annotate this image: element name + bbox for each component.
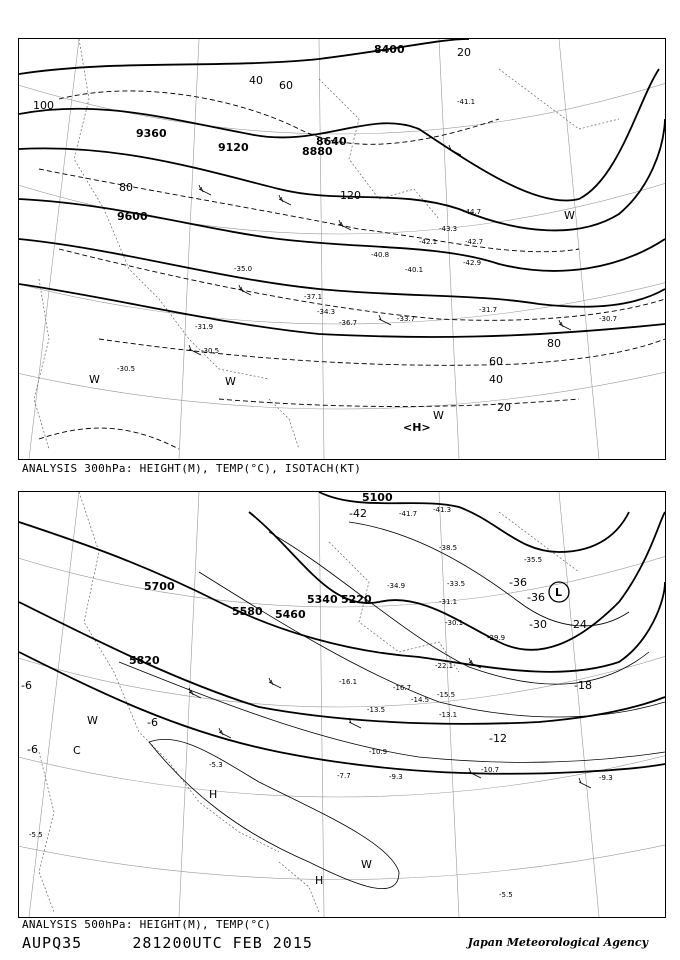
temp-label: -5.5 <box>29 831 43 839</box>
temp-contour-label: -6 <box>147 716 158 729</box>
height-label: 9360 <box>136 127 167 140</box>
symbol-low: L <box>555 586 563 599</box>
symbol-w: W <box>564 209 575 222</box>
temp-label: -33.7 <box>397 315 416 323</box>
isotach-label: 80 <box>547 337 561 350</box>
temp-label: -43.3 <box>439 225 458 233</box>
map-300hpa-canvas <box>19 39 665 459</box>
temp-label: -16.1 <box>339 678 358 686</box>
temp-label: -10.9 <box>369 748 388 756</box>
height-contours <box>19 39 665 337</box>
isotach-label: 20 <box>497 401 511 414</box>
panel-caption-500hpa: ANALYSIS 500hPa: HEIGHT(M), TEMP(°C) <box>22 918 272 931</box>
symbol-w: W <box>433 409 444 422</box>
temp-label: -42.7 <box>465 238 484 246</box>
temp-contour-label: -36 <box>509 576 527 589</box>
symbol-w: W <box>87 714 98 727</box>
temp-label: -14.5 <box>411 696 430 704</box>
temp-contour-label: -6 <box>27 743 38 756</box>
agency-name: Japan Meteorological Agency <box>467 936 648 949</box>
temp-label: -41.1 <box>457 98 476 106</box>
isotach-label: 40 <box>489 373 503 386</box>
isotach-label: 60 <box>489 355 503 368</box>
height-label: 5220 <box>341 593 372 606</box>
height-contours <box>19 492 665 774</box>
isotach-label: 60 <box>279 79 293 92</box>
symbol-c: C <box>73 744 81 757</box>
temp-contour-label: -18 <box>574 679 592 692</box>
height-label: 8880 <box>302 145 333 158</box>
height-label: 5460 <box>275 608 306 621</box>
temp-label: -15.5 <box>437 691 456 699</box>
temp-label: -30.5 <box>117 365 136 373</box>
height-label: 5100 <box>362 492 393 504</box>
temp-label: -34.9 <box>387 582 406 590</box>
symbol-w: W <box>225 375 236 388</box>
temp-label: -31.9 <box>195 323 214 331</box>
temp-label: -35.0 <box>234 265 253 273</box>
chart-id: AUPQ35 <box>22 934 83 952</box>
temp-label: -38.5 <box>439 544 458 552</box>
temp-label: -36.7 <box>339 319 358 327</box>
temp-contour-label: -30 <box>529 618 547 631</box>
temp-label: -13.5 <box>367 706 386 714</box>
height-label: 5340 <box>307 593 338 606</box>
chart-code <box>22 934 313 952</box>
temp-label: -33.5 <box>447 580 466 588</box>
height-label: 8400 <box>374 43 405 56</box>
temp-contour-label: -12 <box>489 732 507 745</box>
symbol-w: W <box>89 373 100 386</box>
height-label: 9120 <box>218 141 249 154</box>
temp-label: -30.1 <box>445 619 464 627</box>
isotach-label: 120 <box>340 189 361 202</box>
symbol-high: H <box>315 874 324 887</box>
temp-label: -10.7 <box>481 766 500 774</box>
height-label: 5700 <box>144 580 175 593</box>
temp-label: -42.1 <box>419 238 438 246</box>
map-300hpa <box>18 38 666 460</box>
height-label: 8640 <box>316 135 347 148</box>
isotach-label: 80 <box>119 181 133 194</box>
temp-label: -40.8 <box>371 251 390 259</box>
temp-label: -29.9 <box>487 634 506 642</box>
temp-label: -13.1 <box>439 711 458 719</box>
temp-label: -31.7 <box>479 306 498 314</box>
temp-label: -5.3 <box>209 761 223 769</box>
temp-label: -9.3 <box>599 774 613 782</box>
temp-label: -7.7 <box>337 772 351 780</box>
map-500hpa-canvas <box>19 492 665 917</box>
height-label: 5820 <box>129 654 160 667</box>
temp-label: -31.1 <box>439 598 458 606</box>
temperature-contours <box>119 522 665 889</box>
symbol-high: <H> <box>403 421 431 434</box>
map-500hpa <box>18 491 666 918</box>
temp-label: -35.5 <box>524 556 543 564</box>
temp-label: -30.7 <box>599 315 618 323</box>
height-label: 9600 <box>117 210 148 223</box>
temp-label: -30.5 <box>201 347 220 355</box>
symbol-high: H <box>209 788 218 801</box>
coastlines <box>39 492 579 912</box>
temp-label: -34.3 <box>317 308 336 316</box>
temp-label: -41.3 <box>433 506 452 514</box>
symbol-w: W <box>361 858 372 871</box>
temp-label: -9.3 <box>389 773 403 781</box>
temp-label: -37.1 <box>304 293 323 301</box>
temp-contour-label: -24 <box>569 618 587 631</box>
temp-label: -16.7 <box>393 684 412 692</box>
height-label: 5580 <box>232 605 263 618</box>
temp-label: -22.1 <box>435 662 454 670</box>
chart-datetime: 281200UTC FEB 2015 <box>132 934 313 952</box>
temp-contour-label: -6 <box>21 679 32 692</box>
temp-label: -5.5 <box>499 891 513 899</box>
temp-label: -40.1 <box>405 266 424 274</box>
temp-contour-label: -42 <box>349 507 367 520</box>
isotach-label: 40 <box>249 74 263 87</box>
isotach-label: 20 <box>457 46 471 59</box>
isotach-label: 100 <box>33 99 54 112</box>
temp-label: -41.7 <box>399 510 418 518</box>
temp-label: -42.9 <box>463 259 482 267</box>
panel-caption-300hpa: ANALYSIS 300hPa: HEIGHT(M), TEMP(°C), ISOTACH(KT) <box>22 462 362 475</box>
temp-label: -44.7 <box>463 208 482 216</box>
temp-contour-label: -36 <box>527 591 545 604</box>
